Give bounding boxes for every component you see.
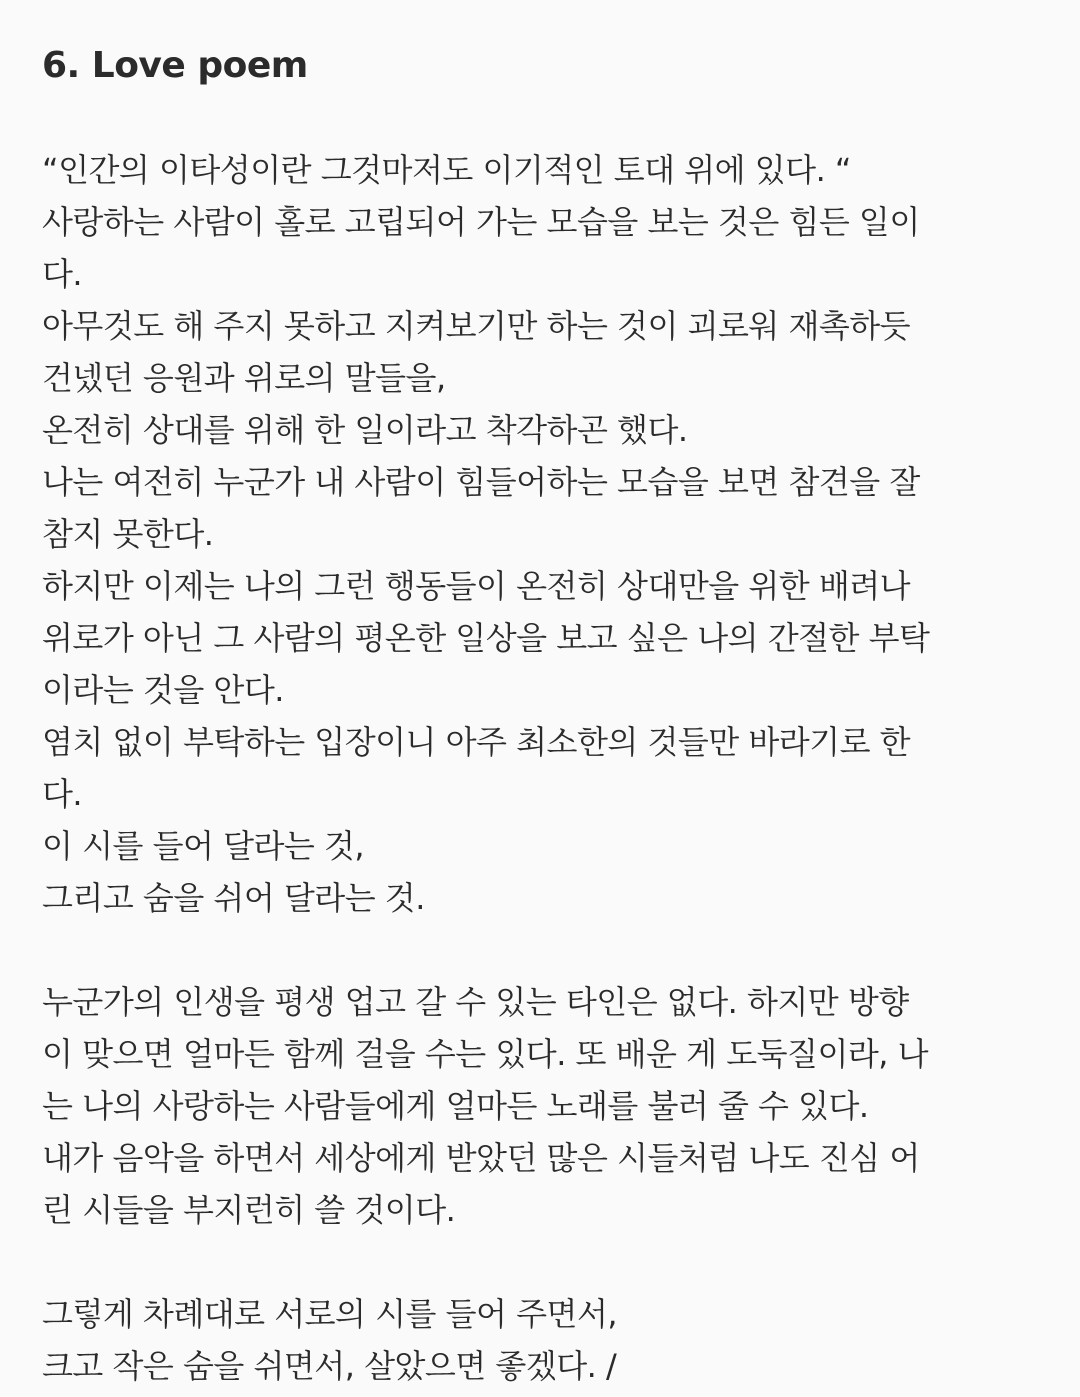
text-line: 온전히 상대를 위해 한 일이라고 착각하곤 했다. <box>42 411 688 449</box>
text-line: 사랑하는 사람이 홀로 고립되어 가는 모습을 보는 것은 힘든 일이 <box>42 203 920 241</box>
document-body <box>42 40 1042 1392</box>
poem-text <box>42 144 1042 1392</box>
spacer <box>42 92 1042 144</box>
text-line: 이 시를 들어 달라는 것, <box>42 827 365 865</box>
text-line: 위로가 아닌 그 사람의 평온한 일상을 보고 싶은 나의 간절한 부탁 <box>42 619 930 657</box>
text-line: 이라는 것을 안다. <box>42 671 284 709</box>
text-line: 그렇게 차례대로 서로의 시를 들어 주면서, <box>42 1295 618 1333</box>
text-line: 나는 여전히 누군가 내 사람이 힘들어하는 모습을 보면 참견을 잘 <box>42 463 920 501</box>
text-line: 린 시들을 부지런히 쓸 것이다. <box>42 1191 456 1229</box>
text-line: 누군가의 인생을 평생 업고 갈 수 있는 타인은 없다. 하지만 방향 <box>42 983 909 1021</box>
text-line: 하지만 이제는 나의 그런 행동들이 온전히 상대만을 위한 배려나 <box>42 567 911 605</box>
text-line: 는 나의 사랑하는 사람들에게 얼마든 노래를 불러 줄 수 있다. <box>42 1087 869 1125</box>
document-title: 6. Love poem <box>42 45 308 86</box>
text-line: 이 맞으면 얼마든 함께 걸을 수는 있다. 또 배운 게 도둑질이라, 나 <box>42 1035 929 1073</box>
text-line: 아무것도 해 주지 못하고 지켜보기만 하는 것이 괴로워 재촉하듯 <box>42 307 911 345</box>
text-line: 그리고 숨을 쉬어 달라는 것. <box>42 879 425 917</box>
text-line: 내가 음악을 하면서 세상에게 받았던 많은 시들처럼 나도 진심 어 <box>42 1139 920 1177</box>
text-line: 다. <box>42 775 83 813</box>
text-line: “인간의 이타성이란 그것마저도 이기적인 토대 위에 있다. “ <box>42 151 852 189</box>
text-line: 크고 작은 숨을 쉬면서, 살았으면 좋겠다. / <box>42 1347 617 1385</box>
text-line: 다. <box>42 255 83 293</box>
text-line: 참지 못한다. <box>42 515 214 553</box>
text-line: 건넸던 응원과 위로의 말들을, <box>42 359 446 397</box>
paragraph-break <box>42 924 1042 976</box>
paragraph-break <box>42 1236 1042 1288</box>
text-line: 염치 없이 부탁하는 입장이니 아주 최소한의 것들만 바라기로 한 <box>42 723 911 761</box>
